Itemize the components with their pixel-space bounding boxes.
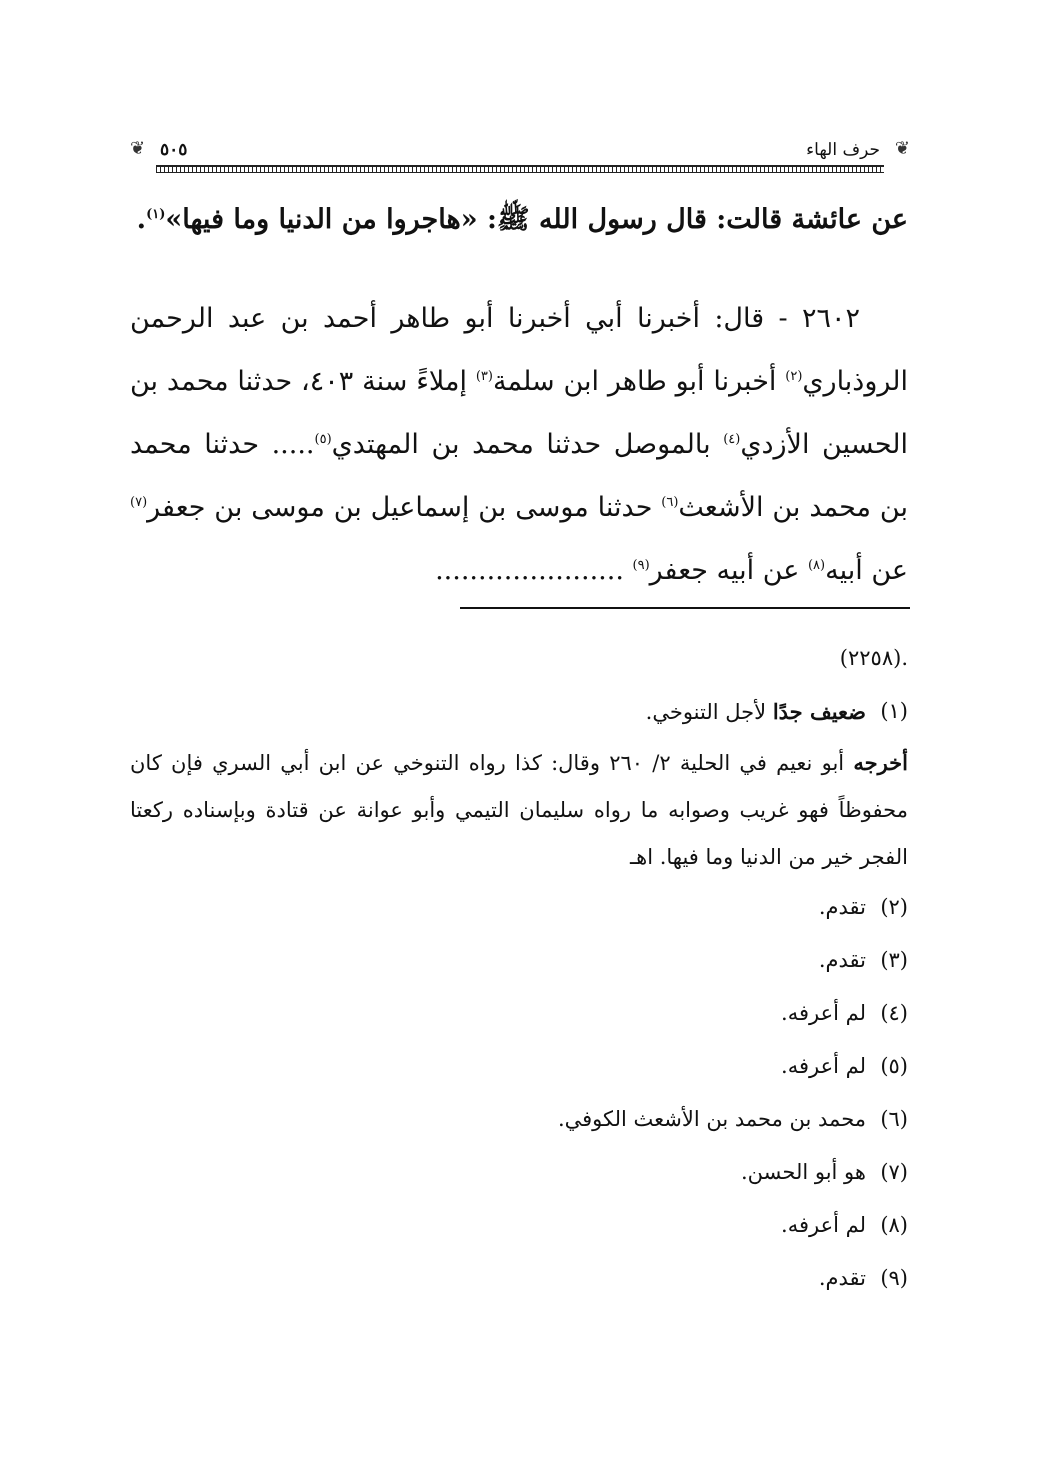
footnote-ref: (٢) <box>785 369 803 384</box>
footnote-ref: (٦) <box>661 495 679 510</box>
footnote-4: (٤) لم أعرفه. <box>130 987 908 1040</box>
footnote-continuation: .(٢٢٥٨) <box>839 646 908 670</box>
footnote-number: (٢) <box>880 895 908 919</box>
footnote-number: (٩) <box>880 1266 908 1290</box>
footnote-number: (٥) <box>880 1054 908 1078</box>
running-header <box>130 128 910 178</box>
footnote-9: (٩) تقدم. <box>130 1252 908 1305</box>
chapter-title: حرف الهاء <box>806 140 880 160</box>
hadith-lead: عن عائشة قالت: قال رسول الله ﷺ: «هاجروا من الدنيا وما فيها»$^{(١)}$. <box>136 204 908 235</box>
footnote-6: (٦) محمد بن محمد بن الأشعث الكوفي. <box>130 1093 908 1146</box>
footnote-number: (٣) <box>880 948 908 972</box>
footnote-ref: (٣) <box>475 369 493 384</box>
footnote-number: (٤) <box>880 1001 908 1025</box>
footnote-ref: (١) <box>146 207 166 222</box>
footnote-separator <box>460 607 910 609</box>
footnote-2: (٢) تقدم. <box>130 881 908 934</box>
footnote-number: (٦) <box>880 1107 908 1131</box>
footnote-ref: (٨) <box>807 558 826 573</box>
footnote-5: (٥) لم أعرفه. <box>130 1040 908 1093</box>
isnad-paragraph: ٢٦٠٢ - قال: أخبرنا أبي أخبرنا أبو طاهر أحمد بن عبد الرحمن الروذباري$^{(٢)}$ أخبرنا أبو طاهر ابن سلمة$^{(٣)}$ إملاءً سنة ٤٠٣، حدثنا محمد بن الحسين الأزدي$^{(٤)}$ بالموصل حدثنا محمد بن المهتدي$^{(٥)}$..... حدثنا محمد بن محمد بن الأشعث$^{(٦)}$ حدثنا موسى بن إسماعيل بن موسى بن جعفر$^{(٧)}$ عن أبيه$^{(٨)}$ عن أبيه جعفر$^{(٩)}$ ...................... <box>130 303 908 586</box>
footnote-number: (٨) <box>880 1213 908 1237</box>
main-text <box>130 188 908 602</box>
footnote-8: (٨) لم أعرفه. <box>130 1199 908 1252</box>
footnote-number: (٧) <box>880 1160 908 1184</box>
footnote-ref: (٧) <box>130 495 148 510</box>
header-decorative-rule <box>156 165 884 173</box>
footnotes <box>130 632 908 1305</box>
footnote-1-detail: أخرجه أبو نعيم في الحلية ٢/ ٢٦٠ وقال: كذا رواه التنوخي عن ابن أبي السري فإن كان محفوظاً فهو غريب وصوابه ما رواه سليمان التيمي وأبو عوانة عن قتادة وبإسناده ركعتا الفجر خير من الدنيا وما فيها. اهـ <box>130 750 908 869</box>
page-number: ٥٠٥ <box>160 140 188 160</box>
footnote-ref: (٩) <box>632 558 650 573</box>
ornament-right-icon: ❦ <box>894 138 910 159</box>
footnote-3: (٣) تقدم. <box>130 934 908 987</box>
footnote-1: (١) ضعيف جدًا لأجل التنوخي. <box>130 685 908 739</box>
footnote-ref: (٤) <box>723 432 741 447</box>
footnote-ref: (٥) <box>314 432 332 447</box>
footnote-number: (١) <box>880 699 908 723</box>
ornament-left-icon: ❦ <box>130 138 146 159</box>
footnote-7: (٧) هو أبو الحسن. <box>130 1146 908 1199</box>
